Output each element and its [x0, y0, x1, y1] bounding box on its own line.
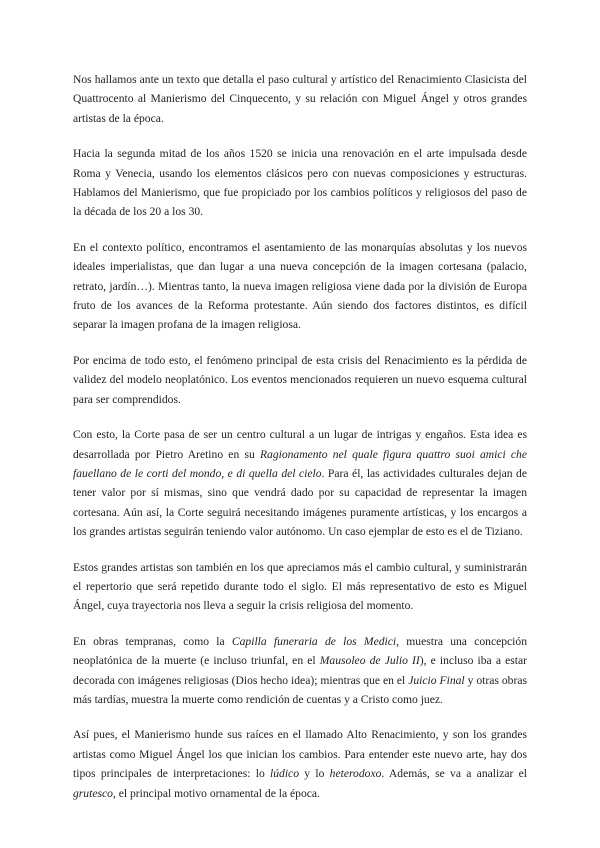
text-run: Por encima de todo esto, el fenómeno principal de esta crisis del Renacimiento es la pérdida de validez del modelo neoplatónico. Los eventos mencionados requieren un nuevo esquema cultural para ser comprendidos.: [73, 353, 527, 406]
italic-title: Mausoleo de Julio II: [319, 654, 420, 668]
text-run: , el principal motivo ornamental de la época.: [112, 786, 320, 800]
italic-title: grutesco: [73, 786, 113, 800]
text-run: . Además, se va a analizar el: [381, 767, 527, 781]
italic-title: heterodoxo: [329, 767, 382, 781]
italic-title: Juicio Final: [408, 673, 465, 687]
italic-title: Capilla funeraria de los Medici: [231, 634, 397, 648]
paragraph-4: [73, 351, 527, 409]
text-run: Con esto, la Corte pasa de ser un centro cultural a un lugar de intrigas y engaños. Esta idea es desarrollada por Pietro Aretino en su: [73, 428, 527, 461]
italic-title: Ragionamento nel quale figura quattro suoi amici che fauellano de le corti del mondo, e di quella del cielo: [73, 447, 527, 480]
text-run: Así pues, el Manierismo hunde sus raíces en el llamado Alto Renacimiento, y son los grandes artistas como Miguel Ángel los que inician los cambios. Para entender este nuevo arte, hay dos tipos principales de interpretaciones: lo: [73, 728, 527, 781]
text-run: y lo: [299, 767, 330, 781]
text-run: y otras obras más tardías, muestra la muerte como rendición de cuentas y a Cristo como juez.: [73, 673, 527, 706]
italic-title: lúdico: [270, 767, 299, 781]
paragraph-1: [73, 70, 527, 128]
paragraph-3: [73, 238, 527, 335]
paragraph-8: [73, 725, 527, 803]
text-run: En el contexto político, encontramos el asentamiento de las monarquías absolutas y los nuevos ideales imperialistas, que dan lugar a una nueva concepción de la imagen cortesana (palacio, retrato, jardín…). Mientras tanto, la nueva imagen religiosa viene dada por la división de Europa fruto de los avances de la Reforma protestante. Aún siendo dos factores distintos, es difícil separar la imagen profana de la imagen religiosa.: [73, 240, 527, 332]
paragraph-5: [73, 425, 527, 541]
paragraph-7: [73, 632, 527, 710]
text-run: , muestra una concepción neoplatónica de la muerte (e incluso triunfal, en el: [73, 634, 527, 668]
paragraph-6: [73, 558, 527, 616]
paragraph-2: [73, 144, 527, 222]
text-run: Hacia la segunda mitad de los años 1520 se inicia una renovación en el arte impulsada desde Roma y Venecia, usando los elementos clásicos pero con nuevas composiciones y estructuras. Hablamos del Manierismo, que fue propiciado por los cambios políticos y religiosos del paso de la década de los 20 a los 30.: [73, 147, 527, 219]
text-run: En obras tempranas, como la: [73, 634, 232, 648]
text-run: Estos grandes artistas son también en los que apreciamos más el cambio cultural, y suministrarán el repertorio que será repetido durante todo el siglo. El más representativo de esto es Miguel Ángel, cuya trayectoria nos lleva a seguir la crisis religiosa del momento.: [73, 560, 527, 613]
text-run: . Para él, las actividades culturales dejan de tener valor por sí mismas, sino que vendrá dado por su capacidad de representar la imagen cortesana. Aún así, la Corte seguirá necesitando imágenes puramente artísticas, y los encargos a los grandes artistas seguirán teniendo valor autónomo. Un caso ejemplar de esto es el de Tiziano.: [73, 466, 527, 539]
text-run: ), e incluso iba a estar decorada con imágenes religiosas (Dios hecho idea); mientras que en el: [73, 654, 527, 687]
text-run: Nos hallamos ante un texto que detalla el paso cultural y artístico del Renacimiento Clasicista del Quattrocento al Manierismo del Cinquecento, y su relación con Miguel Ángel y otros grandes artistas de la época.: [73, 73, 527, 125]
document-body: [73, 70, 527, 803]
